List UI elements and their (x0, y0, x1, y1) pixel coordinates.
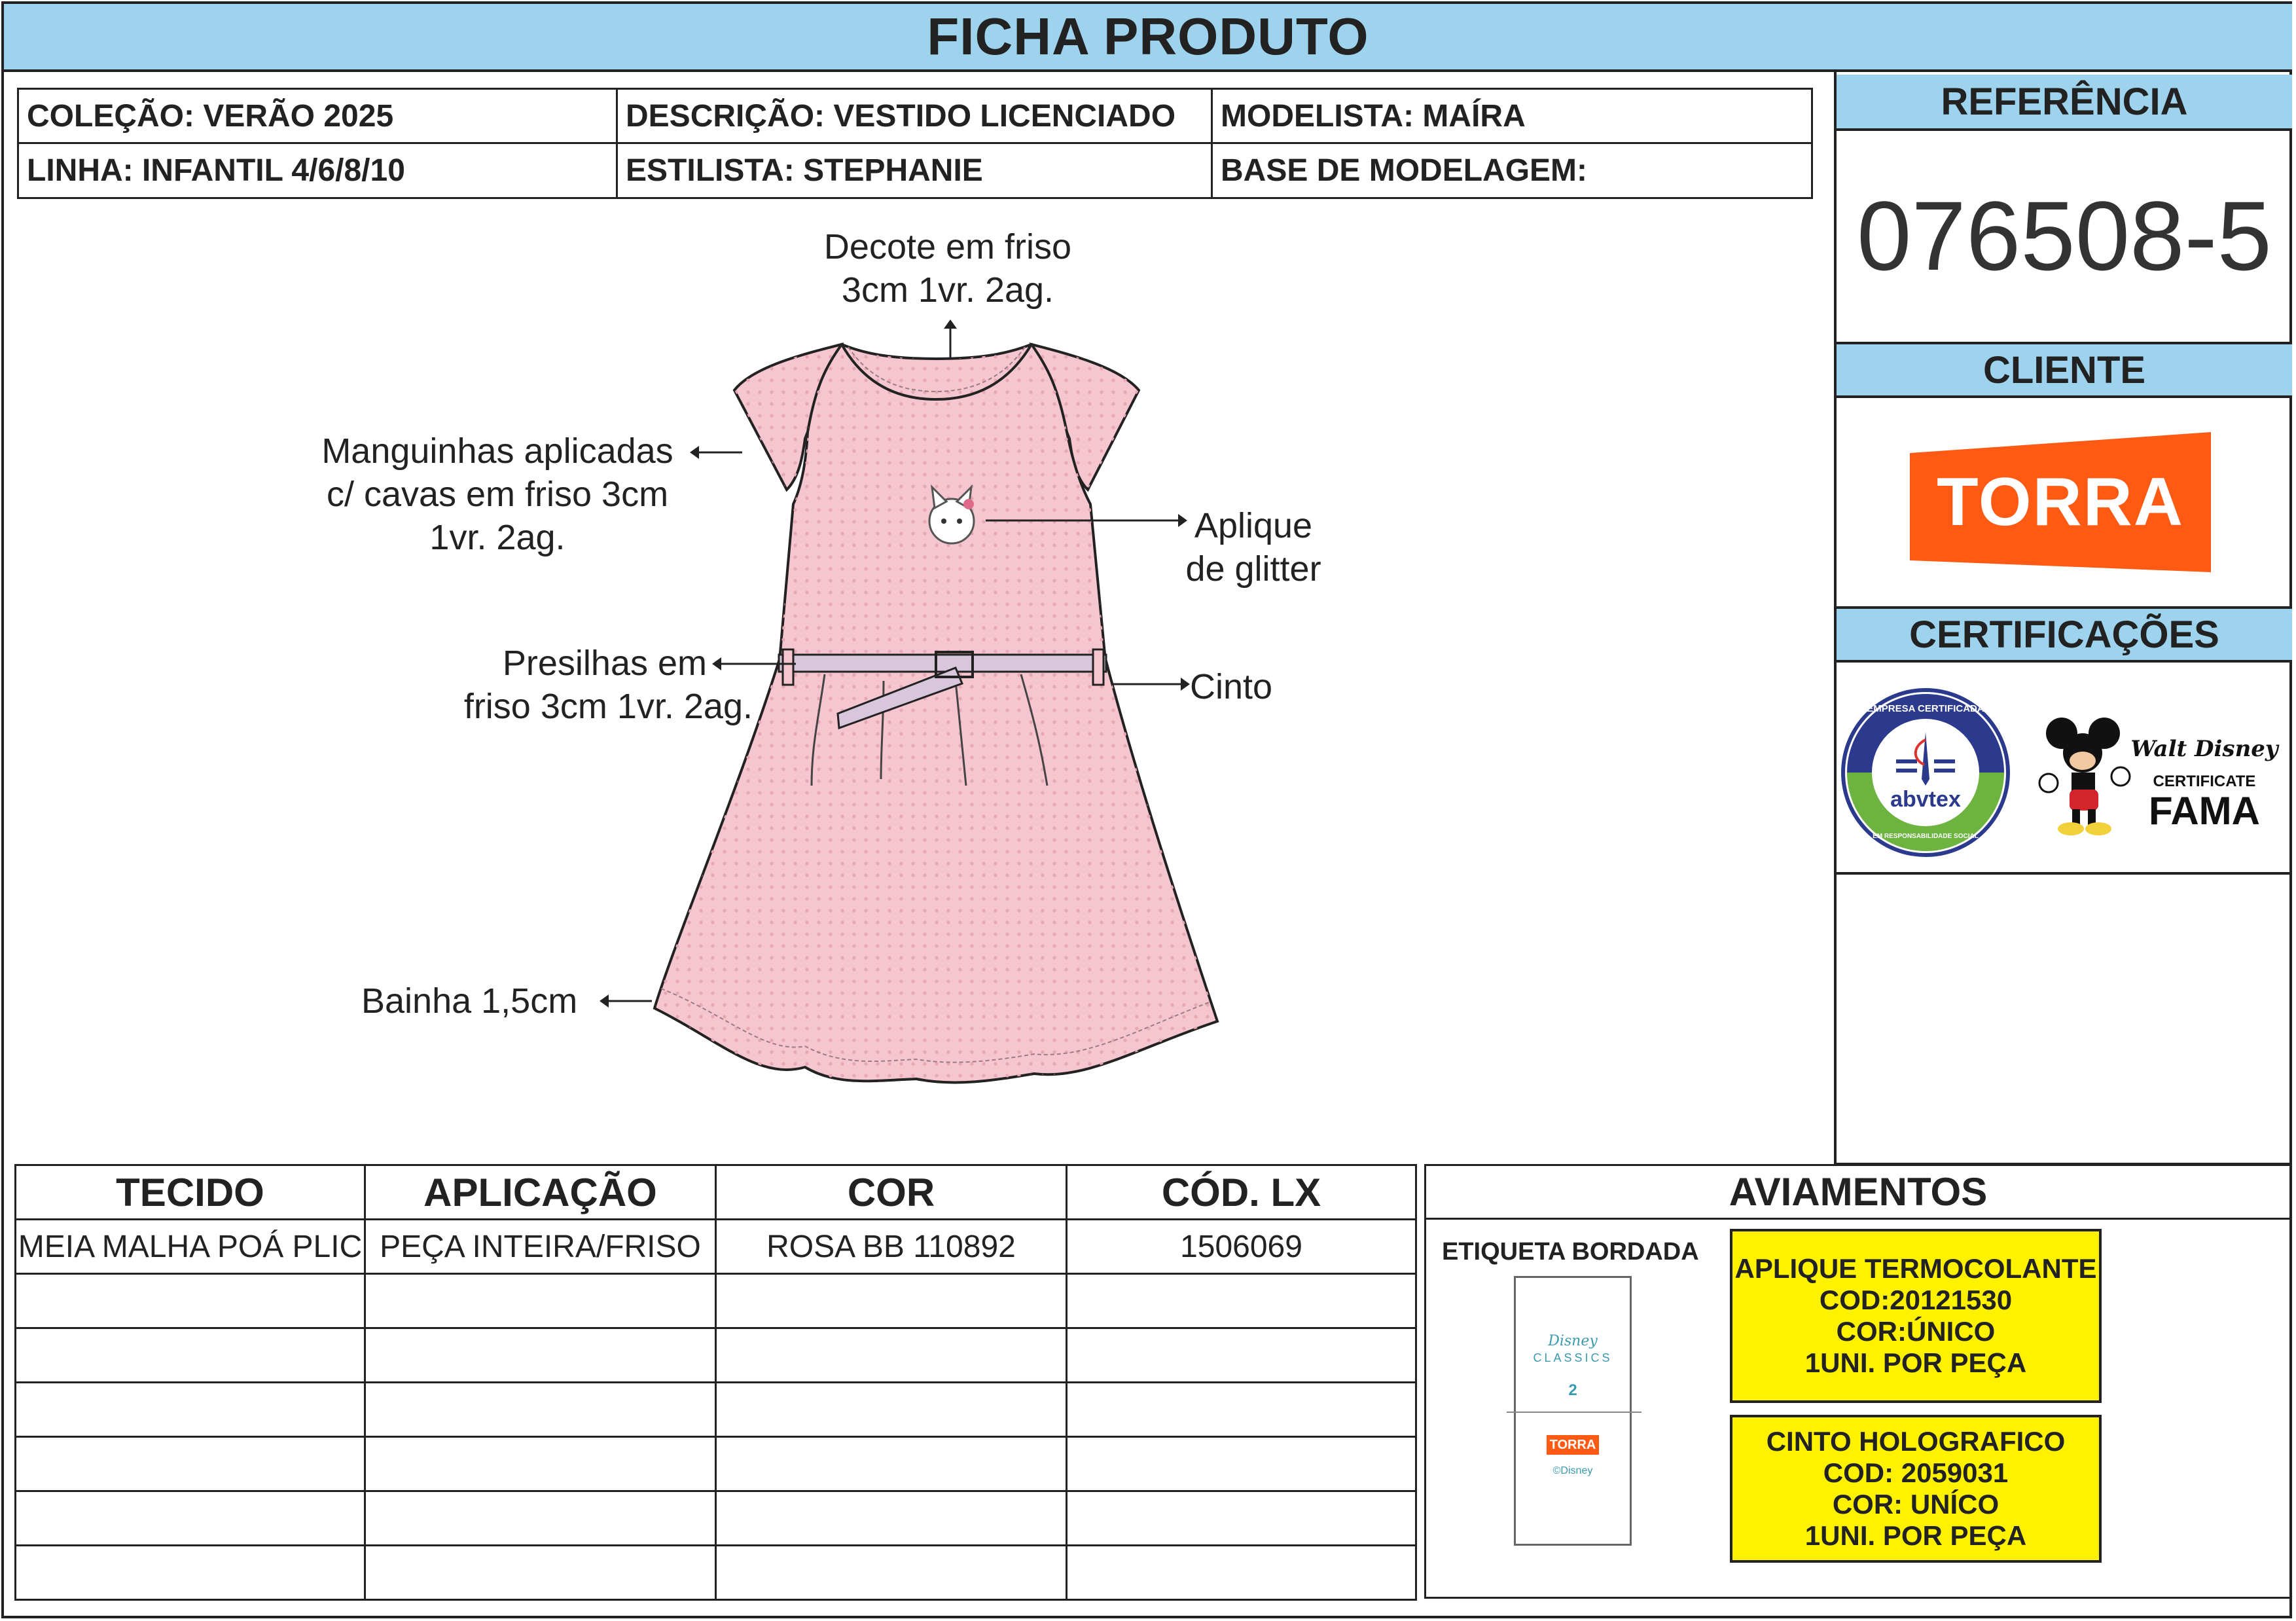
cell-cod-lx (1067, 1383, 1416, 1437)
aviamento-cinto-line3: COR: UNÍCO (1832, 1489, 2000, 1520)
fabric-table (14, 1164, 1417, 1601)
disney-fama-seal (2036, 714, 2284, 845)
abvtex-name: abvtex (1890, 787, 1961, 812)
disney-brand: Walt Disney (2130, 736, 2278, 762)
callout-manguinhas-line3: 1vr. 2ag. (429, 518, 565, 557)
colecao-field: COLEÇÃO: VERÃO 2025 (17, 88, 618, 144)
cell-cod-lx (1067, 1491, 1416, 1546)
cell-cod-lx (1067, 1274, 1416, 1328)
etiqueta-brand: Disney (1548, 1333, 1598, 1349)
referencia-value: 076508-5 (1857, 181, 2272, 291)
cell-cor (716, 1274, 1067, 1328)
cell-aplicacao (365, 1546, 716, 1600)
etiqueta-line: CLASSICS (1533, 1351, 1613, 1364)
cell-cor (716, 1491, 1067, 1546)
abvtex-top-text: EMPRESA CERTIFICADA (1867, 703, 1984, 714)
callout-presilhas (432, 642, 753, 728)
callout-aplique-line2: de glitter (1185, 549, 1321, 589)
cliente-header: CLIENTE (1837, 342, 2292, 398)
cell-cor (716, 1437, 1067, 1491)
table-row (16, 1491, 1416, 1546)
col-cod-lx: CÓD. LX (1067, 1165, 1416, 1220)
cell-aplicacao (365, 1328, 716, 1383)
cell-aplicacao (365, 1437, 716, 1491)
table-row (16, 1220, 1416, 1274)
table-row (16, 1328, 1416, 1383)
cell-cod-lx (1067, 1546, 1416, 1600)
cell-cod-lx (1067, 1328, 1416, 1383)
col-cor: COR (716, 1165, 1067, 1220)
page-title: FICHA PRODUTO (927, 7, 1369, 65)
certificacoes-header: CERTIFICAÇÕES (1837, 606, 2292, 663)
torra-logo (1910, 432, 2211, 572)
aviamento-cinto-line4: 1UNI. POR PEÇA (1804, 1520, 2027, 1551)
mickey-icon (2036, 714, 2134, 838)
aviamentos-panel (1424, 1164, 2292, 1599)
base-modelagem-field: BASE DE MODELAGEM: (1211, 142, 1813, 199)
callout-manguinhas-line1: Manguinhas aplicadas (321, 431, 673, 471)
aviamento-cinto-line1: CINTO HOLOGRAFICO (1766, 1426, 2066, 1457)
fabric-table-header (16, 1165, 1416, 1220)
torra-logo-text: TORRA (1937, 464, 2184, 540)
callout-manguinhas-line2: c/ cavas em friso 3cm (326, 475, 669, 514)
callout-presilhas-line1: Presilhas em (502, 644, 707, 683)
callout-aplique (1172, 504, 1335, 591)
aviamento-aplique-line1: APLIQUE TERMOCOLANTE (1734, 1253, 2097, 1284)
cell-tecido: MEIA MALHA POÁ PLIC (16, 1220, 365, 1274)
info-grid (17, 88, 1813, 199)
col-aplicacao: APLICAÇÃO (365, 1165, 716, 1220)
aviamento-aplique (1730, 1229, 2102, 1403)
etiqueta-fold-line (1507, 1412, 1641, 1413)
cell-aplicacao (365, 1383, 716, 1437)
modelista-field: MODELISTA: MAÍRA (1211, 88, 1813, 144)
table-row (16, 1383, 1416, 1437)
callout-decote-line2: 3cm 1vr. 2ag. (841, 270, 1054, 310)
cell-cor (716, 1328, 1067, 1383)
cell-tecido (16, 1437, 365, 1491)
cell-tecido (16, 1491, 365, 1546)
cell-aplicacao (365, 1274, 716, 1328)
callout-aplique-line1: Aplique (1194, 506, 1313, 545)
table-row (16, 1546, 1416, 1600)
cell-cod-lx (1067, 1437, 1416, 1491)
etiqueta-store: TORRA (1547, 1435, 1599, 1455)
callout-decote-line1: Decote em friso (823, 227, 1072, 266)
cell-tecido (16, 1546, 365, 1600)
abvtex-seal (1840, 687, 2011, 858)
table-row (16, 1437, 1416, 1491)
aviamento-cinto-line2: COD: 2059031 (1823, 1457, 2009, 1488)
callout-cinto: Cinto (1190, 667, 1273, 706)
etiqueta-bordada-label-image (1514, 1276, 1632, 1546)
callout-decote-arrow (937, 319, 963, 359)
disney-fama-label: FAMA (2149, 789, 2260, 833)
cell-cor (716, 1546, 1067, 1600)
cert-bottom-rule (1837, 872, 2292, 875)
cell-tecido (16, 1383, 365, 1437)
cell-aplicacao: PEÇA INTEIRA/FRISO (365, 1220, 716, 1274)
table-row (16, 1274, 1416, 1328)
abvtex-bottom-text: EM RESPONSABILIDADE SOCIAL (1873, 833, 1979, 840)
callout-manguinhas-arrow (690, 443, 742, 462)
aviamento-aplique-line4: 1UNI. POR PEÇA (1804, 1347, 2027, 1378)
aviamento-aplique-line3: COR:ÚNICO (1836, 1316, 1996, 1347)
cell-tecido (16, 1328, 365, 1383)
cell-cor: ROSA BB 110892 (716, 1220, 1067, 1274)
descricao-field: DESCRIÇÃO: VESTIDO LICENCIADO (616, 88, 1213, 144)
cell-tecido (16, 1274, 365, 1328)
cell-cor (716, 1383, 1067, 1437)
callout-presilhas-arrow (712, 654, 797, 674)
cell-aplicacao (365, 1491, 716, 1546)
callout-manguinhas (288, 429, 707, 559)
cell-cod-lx: 1506069 (1067, 1220, 1416, 1274)
etiqueta-size: 2 (1568, 1381, 1577, 1399)
callout-presilhas-line2: friso 3cm 1vr. 2ag. (463, 687, 753, 726)
aviamentos-header: AVIAMENTOS (1426, 1166, 2290, 1220)
estilista-field: ESTILISTA: STEPHANIE (616, 142, 1213, 199)
referencia-header: REFERÊNCIA (1837, 75, 2292, 131)
etiqueta-label: ETIQUETA BORDADA (1442, 1238, 1699, 1266)
title-bar (4, 4, 2292, 72)
callout-bainha: Bainha 1,5cm (361, 981, 578, 1021)
callout-cinto-arrow (1113, 674, 1191, 694)
disney-certificate-label: CERTIFICATE (2153, 773, 2256, 790)
aviamento-aplique-line2: COD:20121530 (1819, 1284, 2013, 1315)
callout-aplique-arrow (986, 511, 1189, 530)
callout-decote (751, 225, 1144, 312)
linha-field: LINHA: INFANTIL 4/6/8/10 (17, 142, 618, 199)
aviamento-cinto (1730, 1415, 2102, 1563)
col-tecido: TECIDO (16, 1165, 365, 1220)
callout-bainha-arrow (600, 991, 652, 1011)
etiqueta-copyright: ©Disney (1552, 1465, 1593, 1476)
